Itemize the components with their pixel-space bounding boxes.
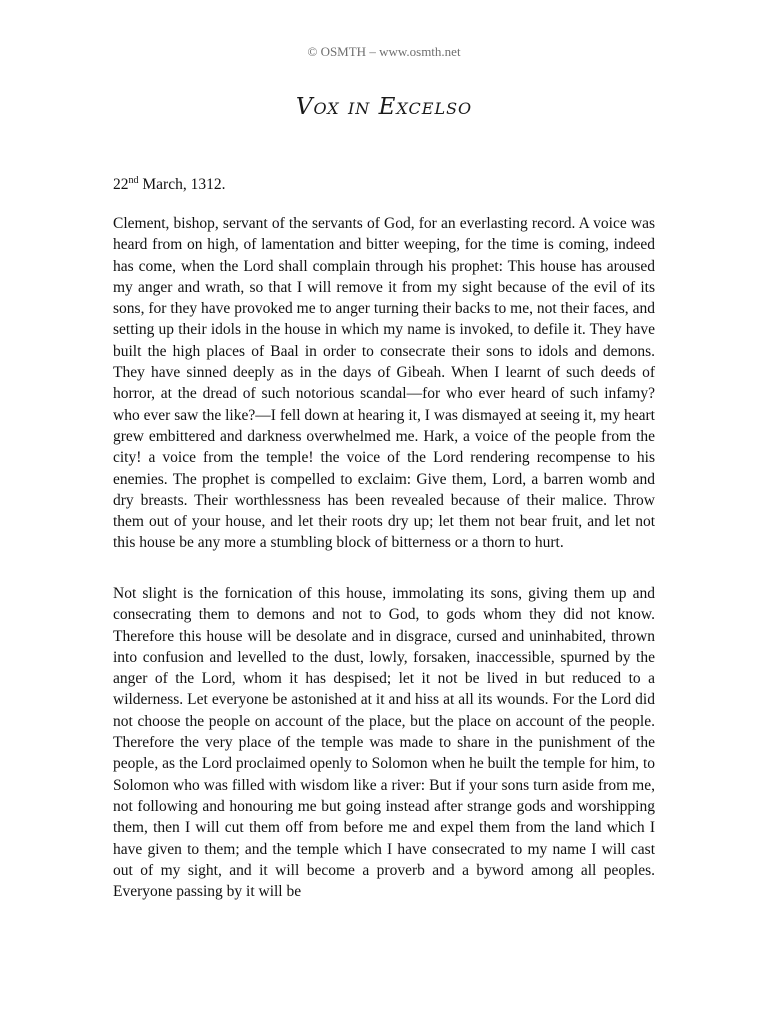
date-day: 22: [113, 176, 129, 193]
document-title: Vox in Excelso: [295, 94, 473, 120]
date-rest: March, 1312.: [138, 176, 226, 193]
document-date: [113, 176, 225, 194]
date-day-suffix: nd: [128, 174, 139, 186]
paragraph-2: Not slight is the fornication of this house, immolating its sons, giving them up and consecrating them to demons and not to God, to gods whom they did not know. Therefore this house will be desolate and in disgrace, cursed and uninhabited, thrown into confusion and levelled to the dust, lowly, forsaken, inaccessible, spurned by the anger of the Lord, whom it has despised; let it not be lived in but reduced to a wilderness. Let everyone be astonished at it and hiss at all its wounds. For the Lord did not choose the people on account of the place, but the place on account of the people. Therefore the very place of the temple was made to share in the punishment of the people, as the Lord proclaimed openly to Solomon when he built the temple for him, to Solomon who was filled with wisdom like a river: But if your sons turn aside from me, not following and honouring me but going instead after strange gods and worshipping them, then I will cut them off from before me and expel them from the land which I have given to them; and the temple which I have consecrated to my name I will cast out of my sight, and it will become a proverb and a byword among all peoples. Everyone passing by it will be: [113, 585, 655, 901]
copyright-header: © OSMTH – www.osmth.net: [307, 44, 461, 59]
paragraph-1: Clement, bishop, servant of the servants of God, for an everlasting record. A voice was heard from on high, of lamentation and bitter weeping, for the time is coming, indeed has come, when the Lord shall complain through his prophet: This house has aroused my anger and wrath, so that I will remove it from my sight because of the evil of its sons, for they have provoked me to anger turning their backs to me, not their faces, and setting up their idols in the house in which my name is invoked, to defile it. They have built the high places of Baal in order to consecrate their sons to idols and demons. They have sinned deeply as in the days of Gibeah. When I learnt of such deeds of horror, at the dread of such notorious scandal—for who ever heard of such infamy? who ever saw the like?—I fell down at hearing it, I was dismayed at seeing it, my heart grew embittered and darkness overwhelmed me. Hark, a voice of the people from the city! a voice from the temple! the voice of the Lord rendering recompense to his enemies. The prophet is compelled to exclaim: Give them, Lord, a barren womb and dry breasts. Their worthlessness has been revealed because of their malice. Throw them out of your house, and let their roots dry up; let them not bear fruit, and let not this house be any more a stumbling block of bitterness or a thorn to hurt.: [113, 215, 655, 552]
